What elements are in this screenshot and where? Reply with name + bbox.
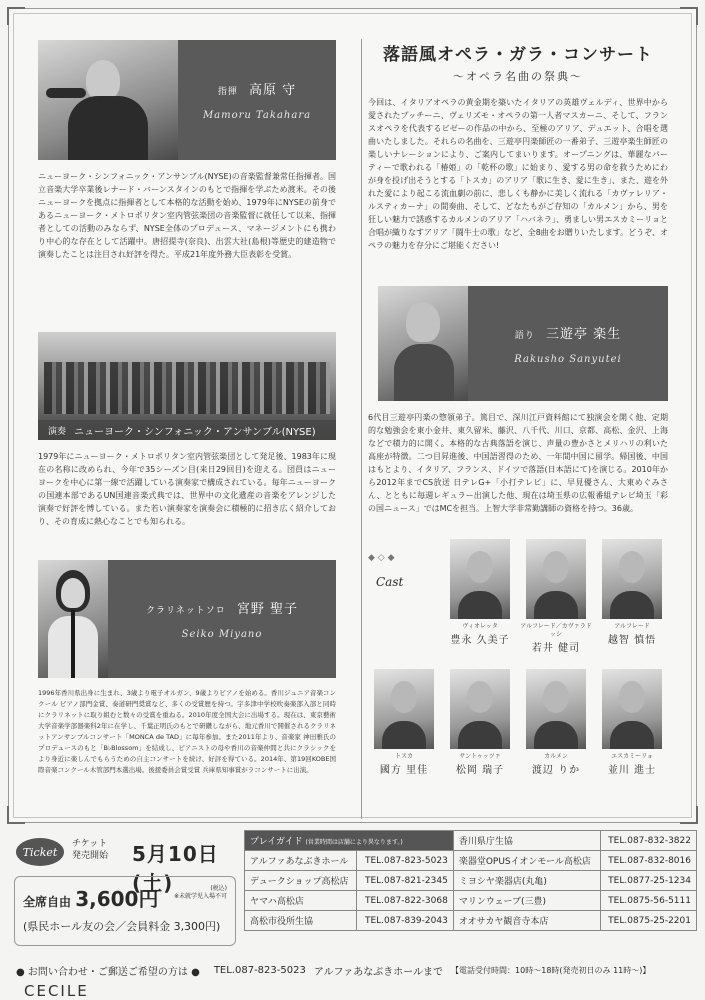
ensemble-caption: [38, 420, 336, 440]
sale-date: 5月10日(土): [132, 842, 219, 895]
narrator-bio: 6代目三遊亭円楽の惣領弟子。篤目で、深川江戸資料館にて独演会を開く他、定期的な勉強会を東小金井、東久留米、藤沢、八千代、川口、京都、高松、金沢、上海などで積力的に開く。本格的な古典落語を演じ、声量の豊かさとメリハリの利いた高座が特徴。二つ目昇進後、中国語習得のため、一年間中国に留学。帰国後、中国はもとより、イタリア、フランス、ドイツで落語(日本語にて)を演じる。2010年から2012年までCS放送 日テレG+「小打テレビ」に、早見優さん、大東めぐみさん、とともに毎週レギュラー出演した他、現在は埼玉県の広報番組テレビ埼玉「彩の国ニュース」ではMCを担当。上智大学非常勤講師の資格を持つ。36歳。: [368, 413, 668, 513]
concert-subtitle: ～オペラ名曲の祭典～: [453, 70, 583, 83]
cast-photo: [450, 669, 510, 749]
price-value: 3,600円: [75, 887, 159, 911]
cast-member: [518, 623, 594, 654]
corner-ornament: [680, 806, 698, 824]
ticket-box: [8, 830, 238, 952]
right-column: [368, 40, 668, 801]
playguide-tel: TEL.087-821-2345: [357, 871, 453, 891]
playguide-note: (営業時間は店舗により異なります。): [305, 839, 403, 846]
conductor-info: [178, 40, 336, 160]
cast-role: ヴィオレッタ: [462, 623, 498, 630]
playguide-table: [244, 830, 697, 931]
conductor-name: 高原 守: [249, 83, 297, 98]
cast-photo: [602, 669, 662, 749]
narrator-name: 三遊亭 楽生: [546, 326, 622, 342]
ensemble-photo: [38, 332, 336, 440]
cast-name: 若井 健司: [531, 643, 581, 654]
conductor-bio: ニューヨーク・シンフォニック・アンサンブル(NYSE)の音楽監督兼常任指揮者。国立音楽大学卒業後レナード・バーンスタインのもとで指揮を学ぶため渡米。その後ニューヨークを拠点に指揮者として本格的な活動を始め、1979年にNYSEの前身であるニューヨーク・メトロポリタン室内管弦楽団の音楽監督に就任して以来、指揮者としての活動のみならず、NYSE全体のプロデュース、マネージメントにも携わり中心的な存在として活躍中。唐招提寺(奈良)、出雲大社(島根)等歴史的建造物で演奏したことは注目され好評を得た。平成21年度外務大臣表彰を受賞。: [38, 172, 336, 259]
sale-label-line2: 発売開始: [72, 851, 109, 861]
concert-title: 落語風オペラ・ガラ・コンサート: [383, 45, 653, 65]
left-column: [38, 40, 336, 776]
ticket-badge: Ticket: [16, 838, 64, 866]
playguide-shop: 香川県庁生協: [453, 831, 600, 851]
inquiry-tel: TEL.087-823-5023: [213, 965, 306, 976]
corner-ornament: [7, 7, 25, 25]
playguide-shop: 楽器堂OPUSイオンモール高松店: [453, 851, 600, 871]
corner-ornament: [7, 806, 25, 824]
cast-role: アルフレード／カヴァラドッシ: [520, 623, 592, 638]
playguide-tel: TEL.087-832-8016: [600, 851, 696, 871]
sale-label: [72, 838, 108, 862]
cast-section: [368, 539, 668, 801]
playguide-shop: ヤマハ高松店: [245, 891, 357, 911]
corner-ornament: [680, 7, 698, 25]
child-note: ※未就学児入場不可: [173, 893, 227, 900]
narrator-photo: [378, 286, 468, 401]
ensemble-name: ニューヨーク・シンフォニック・アンサンブル(NYSE): [74, 426, 316, 438]
cast-photo: [526, 539, 586, 619]
clarinet-info: [108, 560, 336, 678]
cast-member: [594, 623, 670, 646]
cast-photo: [374, 669, 434, 749]
playguide-tel: TEL.0875-25-2201: [600, 911, 696, 931]
sale-label-line1: チケット: [72, 839, 108, 849]
narrator-banner: [378, 286, 668, 401]
conductor-photo: [38, 40, 178, 160]
playguide-tel: TEL.087-823-5023: [357, 851, 453, 871]
cast-role: カルメン: [544, 753, 568, 760]
cast-name: 越智 慎悟: [607, 635, 657, 646]
cast-heading: Cast: [376, 575, 404, 589]
cast-name: 渡辺 りか: [531, 765, 581, 776]
playguide-heading: [245, 831, 454, 851]
narrator-info: [468, 286, 668, 401]
concert-description: 今回は、イタリアオペラの黄金期を築いたイタリアの英雄ヴェルディ、世界中から愛されたプッチーニ、ヴェリズモ・オペラの第一人者マスカーニ、そして、フランスオペラを代表するビゼーの作品の中から、至極のアリア、デュエット、合唱を選曲いたしました。それらの名曲を、三遊亭円楽師匠の一番弟子、三遊亭楽生師匠の楽しいナレーションにより、ご案内してまいります。オープニングは、華麗なパーティーで歌われる「椿姫」の「乾杯の歌」に始まり、愛する男の命を救うためにわが身を投げ出そうとする「トスカ」のアリア「歌に生き、愛に生き」、また、遊を外れた愛により起こる流血劇の前に、悲しくも静かに美しく流れる「カヴァレリア・ルスティカーナ」の間奏曲、そして、どなたもがご存知の「カルメン」から、男を狂しい魅力で誘惑するカルメンのアリア「ハバネラ」、勇ましい男エスカミーリョと合唱が織りなすアリア「闘牛士の歌」など、全8曲をお贈りいたします。どうぞ、オペラの魅力を存分にご堪能ください!: [368, 98, 668, 250]
cast-name: 松岡 瑞子: [455, 765, 505, 776]
playguide-tel: TEL.0877-25-1234: [600, 871, 696, 891]
playguide-shop: マリンウェーブ(三豊): [453, 891, 600, 911]
playguide-shop: アルファあなぶきホール: [245, 851, 357, 871]
cecile-logo: CECILE: [24, 982, 89, 1000]
cast-role: アルフレード: [614, 623, 650, 630]
member-price: (県民ホール友の会／会員料金 3,300円): [23, 920, 221, 933]
ensemble-bio: 1979年にニューヨーク・メトロポリタン室内管弦楽団として発足後、1983年に現在の名称に改められ、今年で35シーズン目(来日29回目)を迎える。団員はニューヨークを中心に第一線で活躍している演奏家で構成されている。毎年ニューヨークの国連本部であるUN国連音楽式典では、世界中の文化遺産の音楽をアレンジした演奏で好評を博している。また若い演奏家を演奏会に積極的に招き広く紹介しており、その育成に熱心なことでも知られる。: [38, 452, 336, 526]
playguide-shop: ミヨシヤ楽器店(丸亀): [453, 871, 600, 891]
playguide-tel: TEL.087-832-3822: [600, 831, 696, 851]
price-notes: [174, 885, 227, 901]
cast-role: サントゥッツァ: [459, 753, 501, 760]
inquiry-line: [16, 963, 697, 978]
column-divider: [361, 39, 362, 819]
cast-name: 並川 進士: [607, 765, 657, 776]
cast-photo: [450, 539, 510, 619]
ensemble-role: 演奏: [48, 426, 67, 437]
conductor-role: 指揮: [217, 87, 238, 97]
playguide-shop: 高松市役所生協: [245, 911, 357, 931]
cast-photo: [526, 669, 586, 749]
clarinet-roman-name: Seiko Miyano: [181, 629, 263, 640]
cast-member: [442, 753, 518, 776]
playguide-shop: デュークショップ高松店: [245, 871, 357, 891]
inquiry-hours: 【電話受付時間：10時～18時(発売初日のみ 11時～)】: [451, 966, 651, 975]
narrator-roman-name: Rakusho Sanyutei: [514, 353, 622, 365]
playguide-tel: TEL.0875-56-5111: [600, 891, 696, 911]
clarinet-photo: [38, 560, 108, 678]
price-box: [14, 876, 236, 946]
tax-note: (税込): [210, 885, 227, 892]
conductor-banner: [38, 40, 336, 160]
cast-member: [594, 753, 670, 776]
cast-member: [518, 753, 594, 776]
cast-photo: [602, 539, 662, 619]
inquiry-venue: アルファあなぶきホールまで: [313, 967, 444, 978]
cast-member: [442, 623, 518, 646]
cast-role: トスカ: [395, 753, 413, 760]
clarinet-name: 宮野 聖子: [236, 602, 299, 617]
cast-ornament: ◆ ◇ ◆: [368, 553, 395, 563]
cast-member: [366, 753, 442, 776]
playguide-tel: TEL.087-839-2043: [357, 911, 453, 931]
clarinet-role: クラリネットソロ: [145, 606, 226, 616]
cast-role: エスカミーリョ: [611, 753, 653, 760]
cast-name: 豊永 久美子: [450, 635, 510, 646]
clarinet-banner: [38, 560, 336, 678]
playguide-title: プレイガイド: [250, 837, 303, 847]
playguide-shop: オオサカヤ観音寺本店: [453, 911, 600, 931]
clarinet-bio: 1996年香川県出身に生まれ、3歳より電子オルガン、9歳よりピアノを始める。香川ジュニア音楽コンクール ピアノ部門金賞、奏道研門奨賞など、多くの受賞歴を持つ。宇多津中学校吹奏楽部入部と同時にクラリネットに取り組むと数々の受賞を重ねる。2010年度全国大会に出場する。現在は、東京藝術大学音楽学部器楽科2年に在学し、千葉正明氏のもとで研鑽しながら、地元香川で開催されるクラリネットアンサンブルコンサート「MONCA de TAD」に毎年参加。また2011年より、音楽家 神田雅氏のプロデュースのもと「B♭Blossom」を結成し、ピアニストの母や香川の音楽仲間と共にクラシックをより身近に楽しんでもらうための自主コンサートを続け、好評を得ている。2014年、第19回KOBE国際音楽コンクール木管部門本選出場。後援委員会賞受賞 兵庫県知事賞がラコンサートに出演。: [38, 689, 336, 774]
narrator-role: 語り: [514, 330, 535, 341]
inquiry-label: ● お問い合わせ・ご郵送ご希望の方は ●: [16, 967, 200, 978]
playguide-tel: TEL.087-822-3068: [357, 891, 453, 911]
conductor-roman-name: Mamoru Takahara: [202, 110, 312, 121]
cast-name: 國方 里佳: [379, 765, 429, 776]
price-label: 全席自由: [23, 895, 72, 909]
